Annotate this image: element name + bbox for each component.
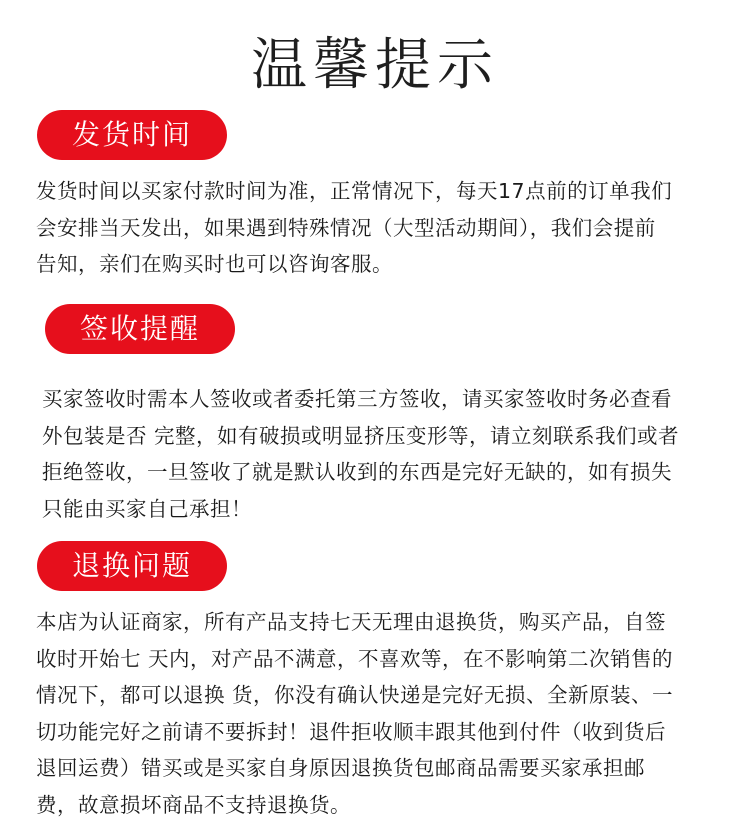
shipping-time-paragraph (36, 173, 726, 283)
paragraph-line: 外包装是否 完整，如有破损或明显挤压变形等，请立刻联系我们或者 (42, 423, 680, 448)
paragraph-line: 买家签收时需本人签收或者委托第三方签收，请买家签收时务必查看 (42, 387, 672, 411)
paragraph-line: 费，故意损坏商品不支持退换货。 (36, 792, 351, 817)
page-title: 温馨提示 (251, 33, 499, 98)
section-heading-returns: 退换问题 (37, 541, 227, 591)
paragraph-line: 告知，亲们在购买时也可以咨询客服。 (36, 252, 393, 276)
paragraph-line: 收时开始七 天内，对产品不满意，不喜欢等，在不影响第二次销售的 (36, 646, 674, 671)
receipt-reminder-paragraph (42, 381, 732, 527)
paragraph-line: 只能由买家自己承担！ (42, 496, 252, 521)
paragraph-line: 发货时间以买家付款时间为准，正常情况下，每天17点前的订单我们 (36, 179, 673, 203)
paragraph-line: 会安排当天发出，如果遇到特殊情况（大型活动期间），我们会提前 (36, 215, 656, 240)
paragraph-line: 本店为认证商家，所有产品支持七天无理由退换货，购买产品，自签 (36, 610, 666, 634)
returns-paragraph (36, 604, 726, 823)
paragraph-line: 拒绝签收，一旦签收了就是默认收到的东西是完好无缺的，如有损失 (42, 460, 672, 484)
section-heading-receipt-reminder: 签收提醒 (45, 304, 235, 354)
section-heading-shipping-time: 发货时间 (37, 110, 227, 160)
paragraph-line: 情况下，都可以退换 货，你没有确认快递是完好无损、全新原装、一 (36, 683, 674, 707)
paragraph-line: 切功能完好之前请不要拆封！退件拒收顺丰跟其他到付件（收到货后 (36, 719, 666, 744)
paragraph-line: 退回运费）错买或是买家自身原因退换货包邮商品需要买家承担邮 (36, 756, 645, 780)
